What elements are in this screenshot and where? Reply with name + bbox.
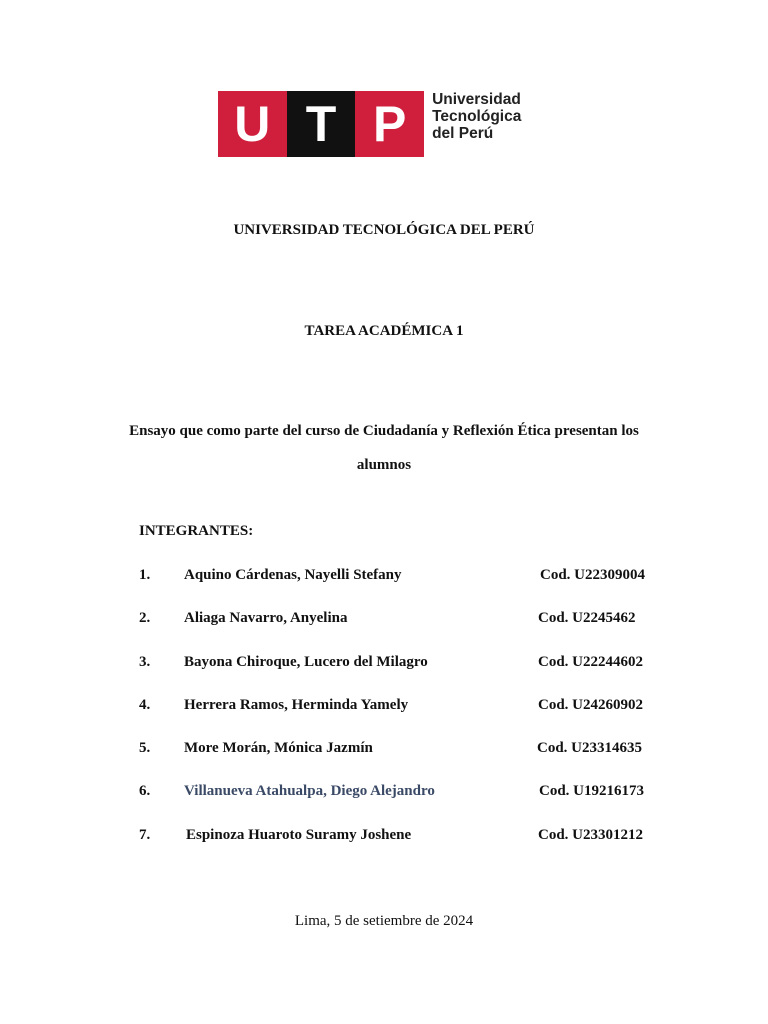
member-number: 6.	[139, 783, 151, 799]
member-name: More Morán, Mónica Jazmín	[184, 740, 373, 756]
member-code: Cod. U22244602	[538, 654, 644, 670]
university-title: UNIVERSIDAD TECNOLÓGICA DEL PERÚ	[233, 222, 535, 238]
member-name: Aquino Cárdenas, Nayelli Stefany	[184, 567, 402, 583]
utp-logo-mark	[218, 91, 540, 157]
member-number: 7.	[139, 827, 151, 843]
logo-letter-t: T	[287, 91, 356, 157]
member-code: Cod. U2245462	[538, 610, 636, 626]
member-row	[139, 610, 669, 630]
member-code: Cod. U23314635	[537, 740, 643, 756]
member-name: Aliaga Navarro, Anyelina	[184, 610, 348, 626]
member-name: Bayona Chiroque, Lucero del Milagro	[184, 654, 428, 670]
member-code: Cod. U19216173	[539, 783, 645, 799]
assignment-title: TAREA ACADÉMICA 1	[304, 323, 464, 339]
member-code: Cod. U22309004	[540, 567, 646, 583]
member-number: 3.	[139, 654, 151, 670]
member-row	[139, 783, 669, 803]
logo-text-line-2: Tecnológica	[432, 108, 522, 125]
member-row	[139, 827, 669, 847]
member-number: 4.	[139, 697, 151, 713]
utp-logo	[218, 91, 540, 157]
description-line-1: Ensayo que como parte del curso de Ciudadanía y Reflexión Ética presentan los	[129, 423, 639, 439]
logo-letter-u: U	[218, 91, 287, 157]
member-row	[139, 697, 669, 717]
logo-text-line-1: Universidad	[432, 91, 521, 108]
member-row	[139, 567, 669, 587]
logo-wordmark	[432, 91, 540, 157]
member-row	[139, 654, 669, 674]
member-number: 2.	[139, 610, 151, 626]
description-line-2: alumnos	[356, 457, 412, 473]
member-code: Cod. U24260902	[538, 697, 644, 713]
member-name: Espinoza Huaroto Suramy Joshene	[186, 827, 412, 843]
member-number: 1.	[139, 567, 151, 583]
member-number: 5.	[139, 740, 151, 756]
date-line: Lima, 5 de setiembre de 2024	[294, 913, 474, 929]
logo-letter-p: P	[355, 91, 424, 157]
member-name: Herrera Ramos, Herminda Yamely	[184, 697, 409, 713]
member-code: Cod. U23301212	[538, 827, 644, 843]
logo-text-line-3: del Perú	[432, 125, 494, 142]
member-name: Villanueva Atahualpa, Diego Alejandro	[184, 783, 435, 799]
members-heading: INTEGRANTES:	[139, 523, 254, 539]
member-row	[139, 740, 669, 760]
